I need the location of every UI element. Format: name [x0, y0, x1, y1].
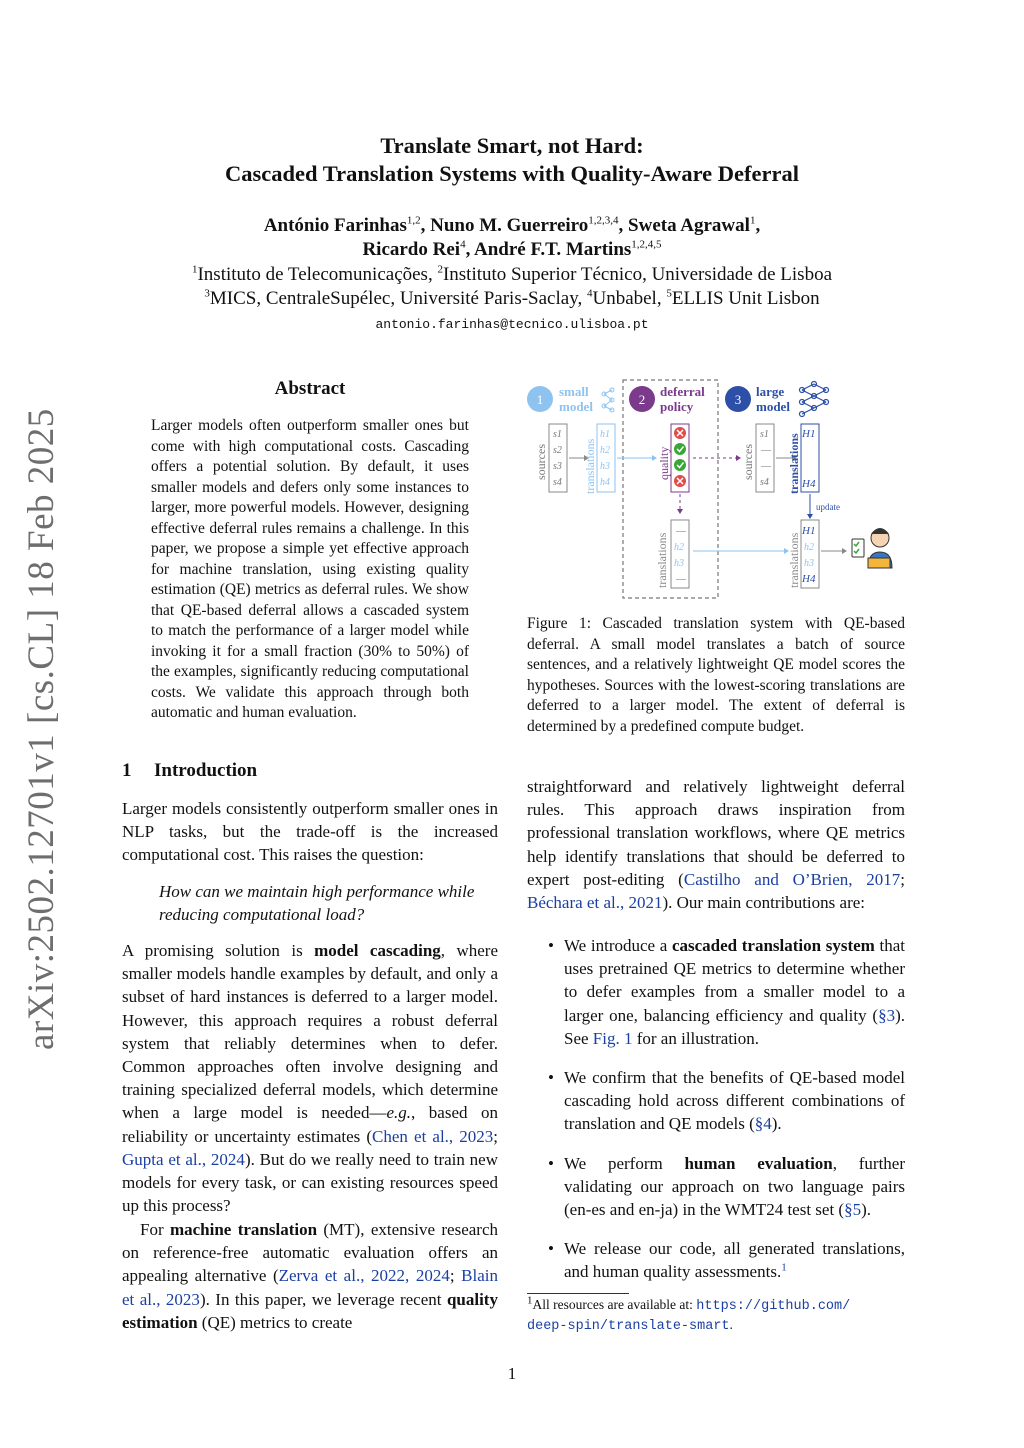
step-2-label-line-2: policy: [660, 399, 694, 414]
author-name: Sweta Agrawal: [628, 215, 750, 236]
deferred-slot-3-dash: —: [761, 461, 771, 472]
footnote-1: $^1$All resources are available at: https://github.com/ deep-spin/translate-smart.: [527, 1294, 851, 1334]
citation-zerva-2022-2024[interactable]: Zerva et al., 2022, 2024: [278, 1266, 450, 1286]
affiliations-line-2: [0, 287, 1024, 311]
update-label: update: [816, 502, 840, 512]
contributions-list: [548, 934, 905, 1300]
section-3-link[interactable]: §3: [878, 1005, 896, 1025]
affiliations-line-1: [0, 263, 1024, 287]
paper-title-line-2: Cascaded Translation Systems with Quality-Aware Deferral: [225, 161, 799, 186]
affiliation-text: Instituto de Telecomunicações,: [197, 264, 438, 285]
author-name: Ricardo Rei: [362, 239, 461, 260]
kept-h2: h2: [674, 542, 684, 553]
affiliation-number: 1: [191, 263, 198, 276]
final-h3: h3: [804, 558, 814, 569]
source-s3: s3: [553, 461, 562, 472]
affiliation-number: 3: [204, 287, 210, 300]
quality-bad-icon: [674, 475, 686, 487]
figure-1-caption: Figure 1: Cascaded translation system with QE-based deferral. A small model translates a batch of source sentences, and a relatively lightweight QE model scores the hypotheses. Sources with the lowest-scoring translations are deferred to a larger model. The extent of deferral is determined by a predefined compute budget.: [527, 615, 905, 735]
large-model-network-icon: [800, 382, 829, 417]
citation-castilho-2017[interactable]: Castilho and O’Brien, 2017: [683, 869, 901, 889]
affiliation-number: 5: [666, 287, 672, 300]
affiliation-number: 2: [437, 263, 443, 276]
hypothesis-h3: h3: [600, 461, 610, 472]
author-affiliation: 1: [749, 214, 756, 227]
step-1-label-line-2: model: [559, 399, 593, 414]
arxiv-stamp: arXiv:2502.12701v1 [cs.CL] 18 Feb 2025: [21, 408, 62, 1050]
hypothesis-h4: h4: [600, 477, 610, 488]
authors-line-2: Ricardo Rei$^4$, André F.T. Martins$^{1,2,4,5}$: [362, 238, 662, 260]
affiliation-text: ELLIS Unit Lisbon: [671, 288, 820, 309]
section-number: 1: [122, 760, 132, 781]
deferred-source-s4: s4: [760, 477, 769, 488]
source-s2: s2: [553, 445, 562, 456]
quality-good-icon: [674, 459, 686, 471]
kept-h3: h3: [674, 558, 684, 569]
contact-email[interactable]: antonio.farinhas@tecnico.ulisboa.pt: [375, 317, 649, 332]
deferred-slot-2-dash: —: [761, 445, 771, 456]
step-3-label-line-2: model: [756, 399, 790, 414]
author-name: António Farinhas: [263, 215, 407, 236]
citation-gupta-2024[interactable]: Gupta et al., 2024: [122, 1149, 245, 1169]
footnote-rule: [527, 1293, 629, 1294]
author-name: Nuno M. Guerreiro: [430, 215, 589, 236]
large-translations-label: translations: [787, 433, 801, 494]
small-model-network-icon: [602, 388, 614, 412]
kept-slot-1-dash: —: [676, 526, 686, 537]
emphasis-quality-estimation: quality estimation: [122, 1289, 498, 1332]
intro-paragraph-3: For machine translation (MT), extensive research on reference-free automatic evaluation offers an appealing alternative (Zerva et al., 2022, 2024; Blain et al., 2023). In this paper, we leverage recent quality estimation (QE) metrics to create: [122, 1220, 498, 1332]
repo-url-part-1[interactable]: https://github.com/: [696, 1299, 851, 1314]
citation-chen-2023[interactable]: Chen et al., 2023: [372, 1126, 494, 1146]
affiliation-number: 4: [586, 287, 593, 300]
step-1-label-line-1: small: [559, 384, 589, 399]
contribution-item-2: • We confirm that the benefits of QE-based model cascading hold across different combinations of translation and QE models (§4).: [548, 1068, 905, 1134]
hypothesis-h1: h1: [600, 429, 610, 440]
step-3-label-line-1: large: [756, 384, 785, 399]
contribution-item-3: • We perform human evaluation, further validating our approach on two language pairs (en-es and en-ja) in the WMT24 test set (§5).: [548, 1153, 905, 1220]
section-5-link[interactable]: §5: [844, 1200, 862, 1220]
happy-user-with-checklist-icon: [852, 528, 892, 568]
section-title: Introduction: [154, 760, 258, 781]
source-s4: s4: [553, 477, 562, 488]
quality-good-icon: [674, 443, 686, 455]
abstract-text: Larger models often outperform smaller ones but come with high computational costs. Cascading offers a potential solution. By default, it uses smaller models and defers only some instances to larger, more powerful models. However, designing effective deferral rules remains a challenge. In this paper, we propose a simple yet effective approach for machine translation, using existing quality estimation (QE) metrics as deferral rules. We show that QE-based deferral allows a cascaded system to match the performance of a larger model while invoking it for a small fraction (30% to 50%) of the examples, significantly reducing computational costs. We validate this approach through both automatic and human evaluation.: [151, 417, 469, 721]
kept-translations-label: translations: [655, 532, 669, 588]
authors-line-1: António Farinhas$^{1,2}$, Nuno M. Guerreiro$^{1,2,3,4}$, Sweta Agrawal$^1$,: [263, 214, 761, 236]
intro-paragraph-1: Larger models consistently outperform smaller ones in NLP tasks, but the trade-off is the increased computational cost. This raises the question:: [122, 799, 498, 865]
footnote-number: 1: [527, 1294, 533, 1307]
deferred-source-s1: s1: [760, 429, 769, 440]
intro-paragraph-2: A promising solution is model cascading, where smaller models handle examples by default, and only a subset of hard instances is deferred to a larger model. However, this approach requires a robust deferral system that reliably determines when to defer. Common approaches often involve designing and training specialized deferral models, which determine when a large model is needed—e.g., based on reliability or uncertainty estimates (Chen et al., 2023; Gupta et al., 2024). But do we really need to train new models for every task, or can existing resources speed up this process?: [122, 941, 499, 1216]
figure-1-link[interactable]: Fig. 1: [592, 1028, 633, 1048]
step-3-number: 3: [734, 392, 742, 407]
emphasis-model-cascading: model cascading: [314, 941, 441, 960]
paper-title-line-1: Translate Smart, not Hard:: [380, 133, 644, 158]
arrow-head: [842, 548, 847, 554]
author-affiliation: 1,2: [406, 214, 421, 227]
large-hypothesis-H1: H1: [802, 428, 816, 440]
citation-bechara-2021[interactable]: Béchara et al., 2021: [527, 893, 663, 913]
kept-slot-4-dash: —: [676, 574, 686, 585]
author-affiliation: 1,2,3,4: [588, 214, 619, 227]
contribution-item-1: • We introduce a cascaded translation system that uses pretrained QE metrics to determine whether to defer examples from a smaller model to a larger one, balancing efficiency and quality (§3). See Fig. 1 for an illustration.: [548, 936, 905, 1048]
author-affiliation: 4: [460, 238, 466, 251]
author-name: André F.T. Martins: [474, 239, 632, 260]
intro-paragraph-4: straightforward and relatively lightweight deferral rules. This approach draws inspiration from professional translation workflows, where QE metrics help identify translations that should be deferred to expert post-editing (Castilho and O’Brien, 2017; Béchara et al., 2021). Our main contributions are:: [527, 777, 906, 913]
affiliation-text: Unbabel,: [592, 288, 667, 309]
emphasis-machine-translation: machine translation: [169, 1220, 318, 1239]
final-h2: h2: [804, 542, 814, 553]
section-4-link[interactable]: §4: [754, 1114, 772, 1134]
step-2-label-line-1: deferral: [660, 384, 705, 399]
abstract-heading: Abstract: [274, 378, 346, 399]
large-hypothesis-H4: H4: [802, 478, 816, 490]
quality-bad-icon: [674, 427, 686, 439]
final-H1: H1: [802, 525, 816, 537]
step-1-number: 1: [536, 392, 544, 407]
sources-axis-label: sources: [534, 444, 548, 480]
translations-axis-label: translations: [583, 438, 597, 494]
source-s1: s1: [553, 429, 562, 440]
intro-research-question: How can we maintain high performance while reducing computational load?: [159, 882, 475, 925]
author-affiliation: 1,2,4,5: [631, 238, 662, 251]
hypothesis-h2: h2: [600, 445, 610, 456]
figure-1-diagram: [524, 376, 904, 602]
contribution-item-4: • We release our code, all generated translations, and human quality assessments.$^1$: [548, 1239, 905, 1282]
arrow-head: [677, 509, 683, 514]
page-number: 1: [507, 1364, 517, 1383]
affiliation-text: Instituto Superior Técnico, Universidade de Lisboa: [442, 264, 833, 285]
footnote-1-ref[interactable]: 1: [781, 1261, 787, 1274]
arrow-head: [807, 514, 813, 519]
repo-url-part-2[interactable]: deep-spin/translate-smart: [527, 1319, 730, 1334]
final-H4: H4: [802, 573, 816, 585]
final-translations-label: translations: [787, 532, 801, 588]
affiliation-text: MICS, CentraleSupélec, Université Paris-Saclay,: [209, 288, 587, 309]
deferred-sources-label: sources: [741, 444, 755, 480]
quality-axis-label: quality: [657, 446, 671, 480]
section-heading-introduction: [122, 760, 257, 782]
citation-blain-2023[interactable]: Blain et al., 2023: [122, 1266, 498, 1309]
step-2-number: 2: [638, 392, 646, 407]
